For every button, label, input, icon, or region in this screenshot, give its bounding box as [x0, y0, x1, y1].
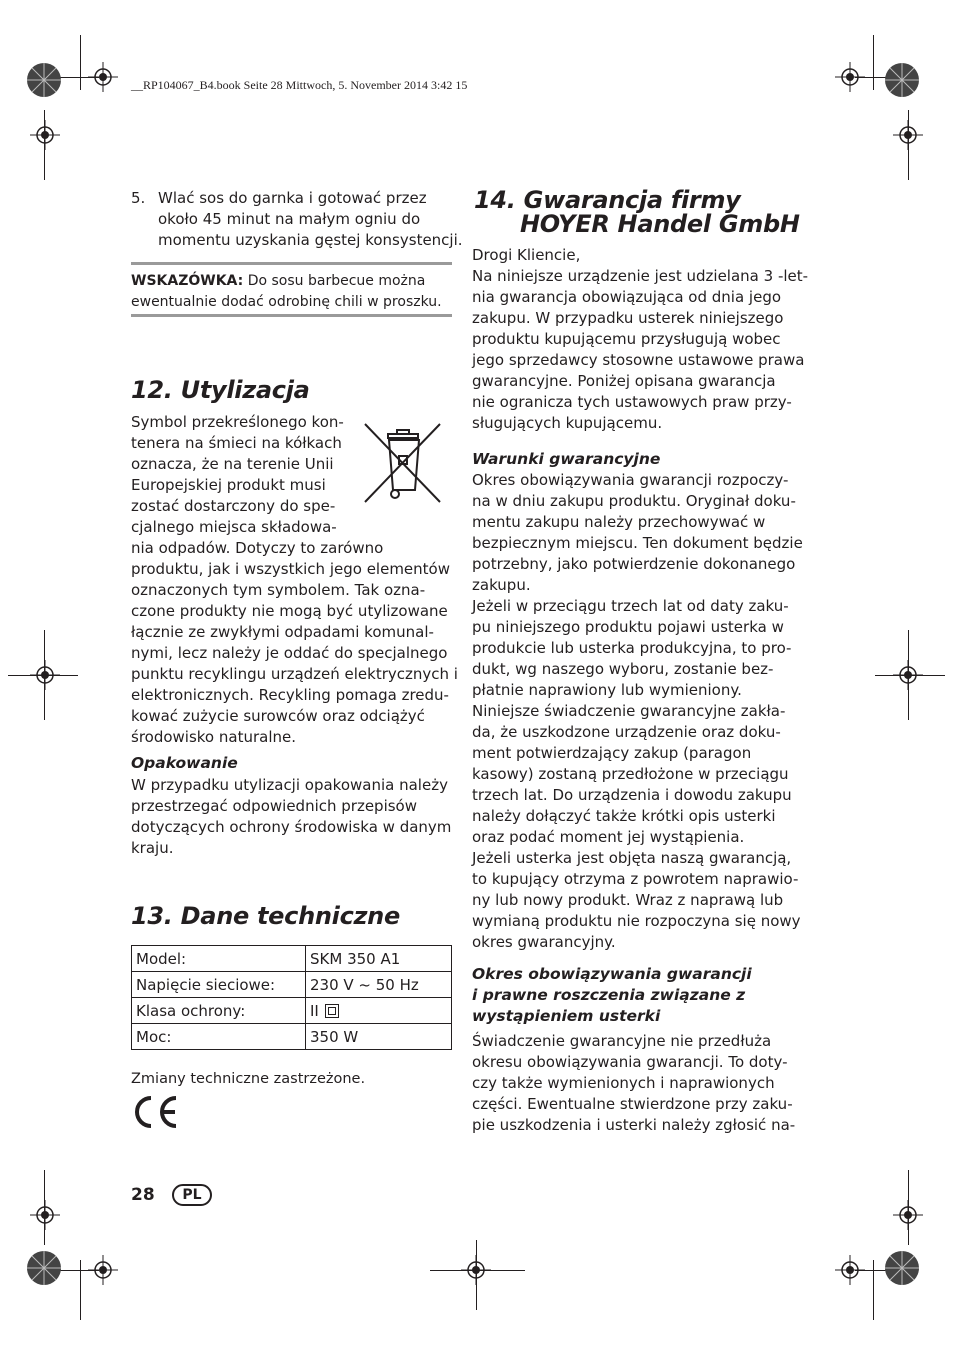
tip-line-1: Do sosu barbecue można — [243, 273, 426, 289]
disposal-line: oznaczonych tym symbolem. Tak ozna- — [131, 581, 426, 599]
color-target-icon — [884, 1250, 920, 1286]
crop-mark — [873, 35, 874, 90]
conditions-line: zakupu. — [472, 576, 531, 594]
disposal-line: kować zużycie surowców oraz odciążyć — [131, 707, 425, 725]
conditions-line: produkcie lub usterka produkcyjna, to pro- — [472, 639, 792, 657]
conditions-line: dukt, wg naszego wyboru, zostanie bez- — [472, 660, 774, 678]
conditions-line: kasowy) zostaną przedłożone w przeciągu — [472, 765, 789, 783]
intro-line: jego sprzedawcy stosowne ustawowe prawa — [472, 351, 805, 369]
spec-value: II — [310, 1001, 319, 1020]
tech-data-table — [131, 945, 452, 1050]
intro-line: Na niniejsze urządzenie jest udzielana 3 -let- — [472, 267, 809, 285]
period-title-line: wystąpieniem usterki — [472, 1007, 661, 1025]
table-row — [132, 946, 452, 972]
conditions-line: Niniejsze świadczenie gwarancyjne zakła- — [472, 702, 786, 720]
disposal-line: łącznie ze zwykłymi odpadami komunal- — [131, 623, 434, 641]
period-line: czy także wymienionych i naprawionych — [472, 1074, 775, 1092]
section-12-title: 12. Utylizacja — [131, 376, 310, 404]
registration-mark-icon — [30, 660, 60, 690]
tip-box — [131, 262, 452, 317]
disposal-line: cjalnego miejsca składowa- — [131, 518, 337, 536]
conditions-line: trzech lat. Do urządzenia i dowodu zakupu — [472, 786, 792, 804]
spec-label: Napięcie sieciowe: — [132, 972, 306, 998]
period-title-line: i prawne roszczenia związane z — [472, 986, 746, 1004]
conditions-line: należy dołączyć także krótki opis usterki — [472, 807, 776, 825]
intro-line: sługujących kupującemu. — [472, 414, 663, 432]
registration-mark-icon — [30, 120, 60, 150]
conditions-line: płatnie naprawiony lub wymieniony. — [472, 681, 742, 699]
section-14-title-line-1: 14. Gwarancja firmy — [474, 186, 741, 214]
step-line: momentu uzyskania gęstej konsystencji. — [158, 231, 463, 249]
protection-class-ii-icon — [325, 1004, 339, 1018]
warranty-intro — [472, 245, 808, 434]
packaging-text — [131, 775, 451, 859]
spec-value: SKM 350 A1 — [306, 946, 452, 972]
packaging-line: przestrzegać odpowiednich przepisów — [131, 797, 418, 815]
tip-label: WSKAZÓWKA: — [131, 273, 244, 289]
color-target-icon — [26, 62, 62, 98]
intro-line: nie ogranicza tych ustawowych praw przy- — [472, 393, 792, 411]
spec-label: Klasa ochrony: — [132, 998, 306, 1024]
spec-label: Model: — [132, 946, 306, 972]
table-row — [132, 998, 452, 1024]
registration-mark-icon — [88, 1255, 118, 1285]
language-badge: PL — [172, 1184, 212, 1206]
step-number: 5. — [131, 189, 146, 207]
step-line: Wlać sos do garnka i gotować przez — [158, 189, 427, 207]
period-title-line: Okres obowiązywania gwarancji — [472, 965, 752, 983]
conditions-text — [472, 470, 803, 953]
ce-mark-icon — [131, 1094, 181, 1130]
conditions-line: Jeżeli usterka jest objęta naszą gwarancją, — [472, 849, 792, 867]
conditions-line: na w dniu zakupu produktu. Oryginał doku- — [472, 492, 796, 510]
disposal-line: oznacza, że na terenie Unii — [131, 455, 334, 473]
conditions-line: da, że uszkodzone urządzenie oraz doku- — [472, 723, 781, 741]
technical-changes-note: Zmiany techniczne zastrzeżone. — [131, 1071, 366, 1087]
conditions-line: pu niniejszego produktu pojawi usterka w — [472, 618, 784, 636]
color-target-icon — [884, 62, 920, 98]
table-row — [132, 972, 452, 998]
registration-mark-icon — [893, 660, 923, 690]
intro-line: produktu kupującemu przysługują wobec — [472, 330, 781, 348]
disposal-line: produktu, jak i wszystkich jego elementów — [131, 560, 450, 578]
disposal-line: środowisko naturalne. — [131, 728, 296, 746]
disposal-line: czone produkty nie mogą być utylizowane — [131, 602, 448, 620]
registration-mark-icon — [835, 62, 865, 92]
spec-label: Moc: — [132, 1024, 306, 1050]
packaging-line: dotyczących ochrony środowiska w danym — [131, 818, 452, 836]
conditions-title: Warunki gwarancyjne — [472, 450, 661, 468]
period-line: Świadczenie gwarancyjne nie przedłuża — [472, 1032, 772, 1050]
period-line: części. Ewentualne stwierdzone przy zaku- — [472, 1095, 793, 1113]
conditions-line: ny lub nowy produkt. Wraz z naprawą lub — [472, 891, 784, 909]
disposal-line: elektronicznych. Recykling pomaga zredu- — [131, 686, 449, 704]
intro-line: Drogi Kliencie, — [472, 246, 581, 264]
packaging-line: kraju. — [131, 839, 174, 857]
color-target-icon — [26, 1250, 62, 1286]
conditions-line: mentu zakupu należy przechowywać w — [472, 513, 766, 531]
conditions-line: potrzebny, jako potwierdzenie dokonanego — [472, 555, 796, 573]
conditions-line: oraz podać moment jej wystąpienia. — [472, 828, 745, 846]
tip-line-2: ewentualnie dodać odrobinę chili w proszku. — [131, 294, 442, 310]
print-file-info: __RP104067_B4.book Seite 28 Mittwoch, 5. November 2014 3:42 15 — [131, 78, 468, 92]
disposal-line: punktu recyklingu urządzeń elektrycznych i — [131, 665, 458, 683]
intro-line: nia gwarancja obowiązująca od dnia jego — [472, 288, 782, 306]
conditions-line: wymianą produktu nie rozpoczyna się nowy — [472, 912, 801, 930]
conditions-line: Okres obowiązywania gwarancji rozpoczy- — [472, 471, 789, 489]
registration-mark-icon — [88, 62, 118, 92]
intro-line: gwarancyjne. Poniżej opisana gwarancja — [472, 372, 776, 390]
conditions-line: ment potwierdzający zakup (paragon — [472, 744, 752, 762]
period-text — [472, 1031, 795, 1136]
tip-text — [131, 265, 452, 313]
crossed-wheelie-bin-icon — [362, 420, 444, 506]
crop-mark — [80, 1260, 81, 1320]
disposal-line: tenera na śmieci na kółkach — [131, 434, 342, 452]
step-line: około 45 minut na małym ogniu do — [158, 210, 421, 228]
conditions-line: Jeżeli w przeciągu trzech lat od daty zaku- — [472, 597, 789, 615]
period-line: pie uszkodzenia i usterki należy zgłosić na- — [472, 1116, 796, 1134]
crop-mark — [873, 1260, 874, 1320]
page-number: 28 — [131, 1185, 155, 1205]
spec-value: 230 V ~ 50 Hz — [306, 972, 452, 998]
conditions-line: okres gwarancyjny. — [472, 933, 616, 951]
table-row — [132, 1024, 452, 1050]
registration-mark-icon — [30, 1200, 60, 1230]
registration-mark-icon — [461, 1255, 491, 1285]
period-title — [472, 964, 752, 1027]
packaging-line: W przypadku utylizacji opakowania należy — [131, 776, 448, 794]
spec-value-cell — [306, 998, 452, 1024]
intro-line: zakupu. W przypadku usterek niniejszego — [472, 309, 784, 327]
step-text — [158, 188, 463, 251]
spec-value: 350 W — [306, 1024, 452, 1050]
disposal-line: Europejskiej produkt musi — [131, 476, 326, 494]
disposal-line: nymi, lecz należy je oddać do specjalnego — [131, 644, 448, 662]
disposal-line: Symbol przekreślonego kon- — [131, 413, 344, 431]
conditions-line: to kupujący otrzyma z powrotem naprawio- — [472, 870, 799, 888]
disposal-line: nia odpadów. Dotyczy to zarówno — [131, 539, 384, 557]
period-line: okresu obowiązywania gwarancji. To doty- — [472, 1053, 788, 1071]
disposal-line: zostać dostarczony do spe- — [131, 497, 336, 515]
registration-mark-icon — [893, 1200, 923, 1230]
conditions-line: bezpiecznym miejscu. Ten dokument będzie — [472, 534, 803, 552]
section-14-title-line-2: HOYER Handel GmbH — [520, 210, 800, 238]
registration-mark-icon — [835, 1255, 865, 1285]
crop-mark — [80, 35, 81, 90]
registration-mark-icon — [893, 120, 923, 150]
section-13-title: 13. Dane techniczne — [131, 902, 400, 930]
packaging-title: Opakowanie — [131, 754, 238, 772]
